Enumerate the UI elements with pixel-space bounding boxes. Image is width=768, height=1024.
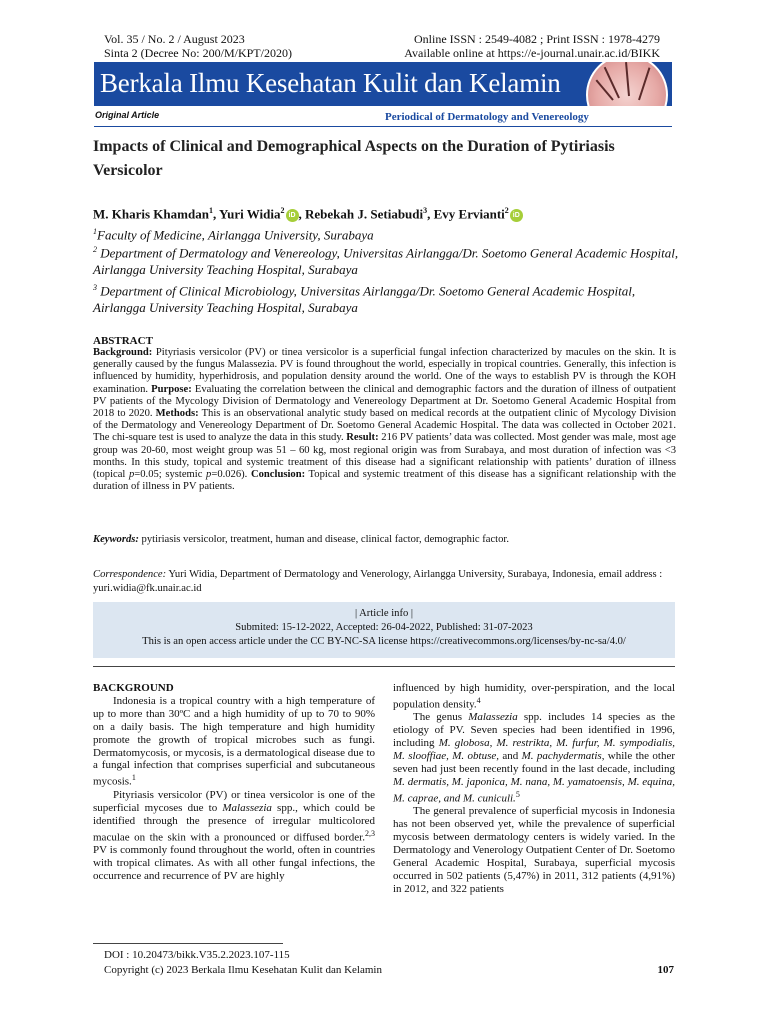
page-number: 107 <box>657 964 674 976</box>
header-divider <box>94 126 672 127</box>
author-name: Rebekah J. Setiabudi <box>305 206 424 222</box>
paragraph: influenced by high humidity, over-perspiration, and the local population density.$^4$ <box>393 682 675 711</box>
journal-english-title: Periodical of Dermatology and Venereology <box>385 111 589 123</box>
license-link[interactable]: This is an open access article under the CC BY-NC-SA license https://creativecommons.org/licenses/by-nc-sa/4.0/ <box>142 636 626 647</box>
copyright: Copyright (c) 2023 Berkala Ilmu Kesehatan Kulit dan Kelamin <box>104 964 382 976</box>
journal-logo-skin-icon <box>586 62 668 106</box>
author-name: Evy Ervianti <box>433 206 505 222</box>
doi-link[interactable]: DOI : 10.20473/bikk.V35.2.2023.107-115 <box>104 949 290 961</box>
journal-banner <box>94 62 672 106</box>
paragraph: Indonesia is a tropical country with a high temperature of up to more than 30ºC and a high humidity of up to 70 to 90% on a daily basis. The high temperature and high humidity promote the growth of tropical microbes such as fungi. Dermatomycosis, or mycosis, is a dermatological disease due to a fungal infection that comprises superficial and subcutaneous mycosis.$^1$ <box>93 694 375 788</box>
section-divider <box>93 666 675 667</box>
header-left <box>104 32 292 60</box>
journal-title: Berkala Ilmu Kesehatan Kulit dan Kelamin <box>100 68 561 98</box>
abstract-body: Background: Pityriasis versicolor (PV) or tinea versicolor is a superficial fungal infection characterized by macules on the skin. It is generally caused by the fungus Malassezia. PV is found throughout the world, especially in tropical countries. Generally, this infection is influenced by humidity, hyperhidrosis, and population density around the world. One of the ways to establish PV is through the KOH examination. Purpose: Evaluating the correlation between the clinical and demographic factors and the duration of illness of outpatient PV patients of the Mycology Division of Dermatology and Venereology Department at Dr. Soetomo General Academic Hospital from 2018 to 2020. Methods: This is an observational analytic study based on medical records at the outpatient clinic of Mycology Division of the Dermatology and Venereology Department of Dr. Soetomo General Academic Hospital. The data was collected in October 2021. The chi-square test is used to analyze the data in this study. Result: 216 PV patients’ data was collected. Most gender was male, most age group was 20-60, most weight group was 51 – 60 kg, most regional origin was from Surabaya, and most duration of infection was <3 months. In this study, topical and systemic treatment of this disease had a significant relationship with patients’ duration of illness (topical p=0.05; systemic p=0.026). Conclusion: Topical and systemic treatment of this disease has a significant relationship with the duration of illness in PV patients. <box>93 347 676 493</box>
body-column-left <box>93 682 375 883</box>
volume-info: Vol. 35 / No. 2 / August 2023 <box>104 32 245 46</box>
sinta-info: Sinta 2 (Decree No: 200/M/KPT/2020) <box>104 46 292 60</box>
abstract-heading: ABSTRACT <box>93 335 153 347</box>
author-list: M. Kharis Khamdan$^1$, Yuri Widia$^2$iD , Rebekah J. Setiabudi$^3$, Evy Ervianti$^2$iD <box>93 206 523 222</box>
paragraph: The general prevalence of superficial mycosis in Indonesia has not been observed yet, while the prevalence of superficial mycosis between dermatology centers is widely varied. In the Dermatology and Venerology Outpatient Center of Dr. Soetomo General Academic Hospital, Surabaya, superficial mycosis occurred in 502 patients (5,47%) in 2011, 312 patients (4,91%) in 2012, and 322 patients <box>393 805 675 895</box>
affiliation: $^1$Faculty of Medicine, Airlangga University, Surabaya <box>93 227 374 243</box>
paragraph: Pityriasis versicolor (PV) or tinea versicolor is one of the superficial mycoses due to Malasseziа spp., which could be identified through the presence of irregular multicolored maculae on the skin with a pronounced or diffused border.$^{2,3}$ PV is commonly found throughout the world, often in countries with tropical climates. As with all other fungal infections, the occurrence and recurrence of PV are highly <box>93 788 376 882</box>
body-column-right <box>393 682 675 896</box>
article-info-heading: | Article info | <box>354 608 414 619</box>
author-name: M. Kharis Khamdan <box>93 206 209 222</box>
article-title: Impacts of Clinical and Demographical Aspects on the Duration of Pytiriasis Versicolor <box>93 138 615 179</box>
footer-divider <box>93 943 283 944</box>
header-right <box>404 32 660 60</box>
paragraph: The genus Malassezia spp. includes 14 species as the etiology of PV. Seven species had been identified in 1996, including M. globosa, M. restrikta, M. furfur, M. sympodialis, M. slooffiae, M. obtuse, and M. pachydermatis, while the other seven had just been recently found in the last decade, including M. dermatis, M. japonica, M. nana, M. yamatoensis, M. equina, M. caprae, and M. cuniculi.$^5$ <box>393 711 675 805</box>
availability-link[interactable]: Available online at https://e-journal.unair.ac.id/BIKK <box>404 46 660 60</box>
article-info-box <box>93 602 675 658</box>
affiliation: $^3$ Department of Clinical Microbiology, Universitas Airlangga/Dr. Soetomo General Academic Hospital, Airlangga University Teaching Hospital, Surabaya <box>93 283 636 316</box>
section-heading: BACKGROUND <box>93 682 174 694</box>
orcid-icon[interactable]: iD <box>286 209 299 222</box>
correspondence: Correspondence: Yuri Widia, Department of Dermatology and Venerology, Airlangga University, Surabaya, Indonesia, email address : yuri.widia@fk.unair.ac.id <box>93 569 663 594</box>
keywords: Keywords: pytiriasis versicolor, treatment, human and disease, clinical factor, demographic factor. <box>93 534 509 545</box>
article-dates: Submited: 15-12-2022, Accepted: 26-04-2022, Published: 31-07-2023 <box>235 622 533 633</box>
author-name: Yuri Widia <box>218 206 281 222</box>
affiliation: $^2$ Department of Dermatology and Venereology, Universitas Airlangga/Dr. Soetomo General Academic Hospital, Airlangga University Teaching Hospital, Surabaya <box>93 245 679 278</box>
issn-info: Online ISSN : 2549-4082 ; Print ISSN : 1978-4279 <box>413 32 660 46</box>
orcid-icon[interactable]: iD <box>510 209 523 222</box>
article-type: Original Article <box>95 110 160 120</box>
